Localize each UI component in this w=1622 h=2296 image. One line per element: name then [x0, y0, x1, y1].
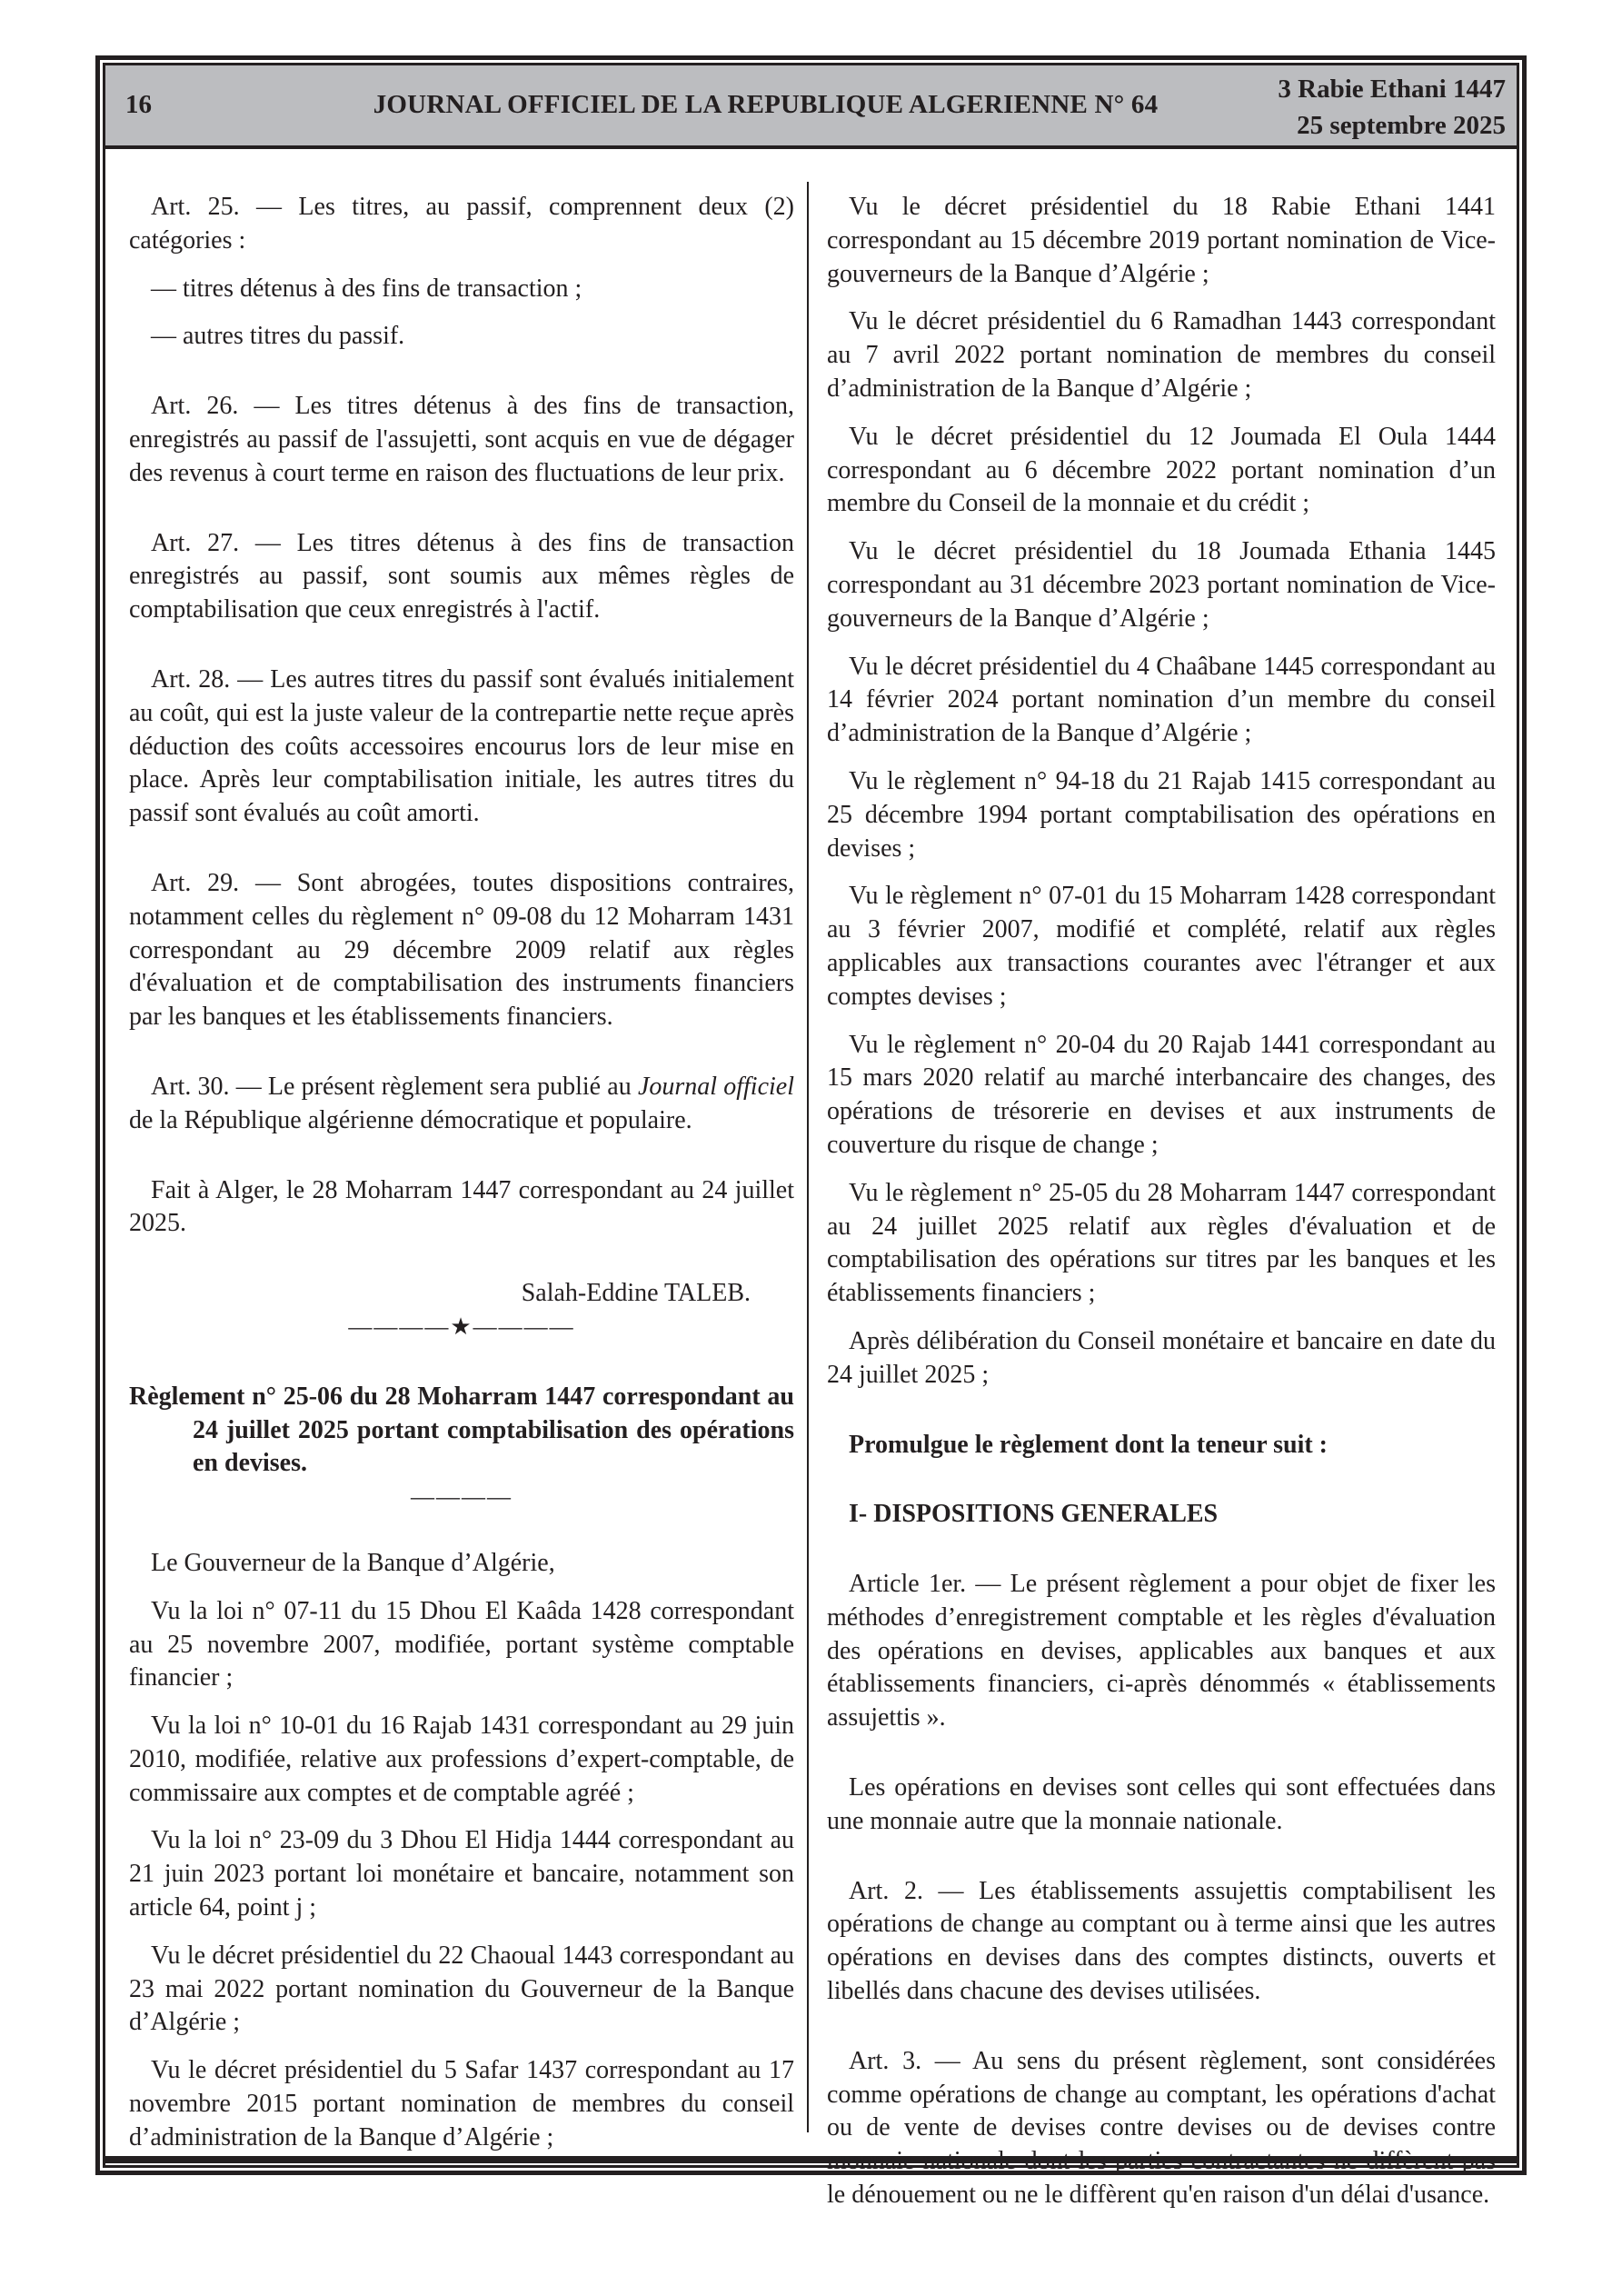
vu-left-4: Vu le décret présidentiel du 22 Chaoual 1443 correspondant au 23 mai 2022 portant nomination du Gouverneur de la Banque d’Algérie ; [129, 1941, 794, 2037]
vu-right-3: Vu le décret présidentiel du 12 Joumada El Oula 1444 correspondant au 6 décembre 2022 portant nomination d’un membre du Conseil de la monnaie et du crédit ; [827, 422, 1496, 518]
vu-right-5: Vu le décret présidentiel du 4 Chaâbane 1445 correspondant au 14 février 2024 portant nomination d’un membre du conseil d’administration de la Banque d’Algérie ; [827, 652, 1496, 748]
vu-left-3: Vu la loi n° 23-09 du 3 Dhou El Hidja 1444 correspondant au 21 juin 2023 portant loi monétaire et bancaire, notamment son article 64, point j ; [129, 1826, 794, 1922]
column-divider [807, 182, 809, 2132]
vu-right-6: Vu le règlement n° 94-18 du 21 Rajab 1415 correspondant au 25 décembre 1994 portant comptabilisation des opérations en devises ; [827, 766, 1496, 863]
separator-short: ———— [411, 1483, 512, 1511]
signature: Salah-Eddine TALEB. [521, 1279, 751, 1308]
vu-left-2: Vu la loi n° 10-01 du 16 Rajab 1431 correspondant au 29 juin 2010, modifiée, relative aux professions d’expert-comptable, de commissaire aux comptes et de comptable agréé ; [129, 1712, 794, 1807]
vu-left-5: Vu le décret présidentiel du 5 Safar 1437 correspondant au 17 novembre 2015 portant nomination de membres du conseil d’administration de la Banque d’Algérie ; [129, 2056, 794, 2151]
vu-right-7: Vu le règlement n° 07-01 du 15 Moharram 1428 correspondant au 3 février 2007, modifié et complété, relatif aux règles applicables aux transactions courantes avec l'étranger et aux comptes devises ; [827, 882, 1496, 1011]
hijri-date: 3 Rabie Ethani 1447 [1278, 75, 1506, 104]
journal-title: JOURNAL OFFICIEL DE LA REPUBLIQUE ALGERIENNE N° 64 [373, 90, 1159, 119]
vu-right-1: Vu le décret présidentiel du 18 Rabie Ethani 1441 correspondant au 15 décembre 2019 portant nomination de Vice-gouverneurs de la Banque d’Algérie ; [827, 193, 1496, 288]
article-27: Art. 27. — Les titres détenus à des fins de transaction enregistrés au passif, sont soumis aux mêmes règles de comptabilisation que ceux enregistrés à l'actif. [129, 528, 794, 624]
article-1: Article 1er. — Le présent règlement a pour objet de fixer les méthodes d’enregistrement comptable et les règles d'évaluation des opérations en devises, applicables aux banques et aux établissements financiers, ci-après dénommés « établissements assujettis ». [827, 1570, 1496, 1732]
article-29: Art. 29. — Sont abrogées, toutes dispositions contraires, notamment celles du règlement n° 09-08 du 12 Moharram 1431 correspondant au 29 décembre 2009 relatif aux règles d'évaluation et de comptabilisation des instruments financiers par les banques et les établissements financiers. [129, 868, 794, 1032]
vu-right-9: Vu le règlement n° 25-05 du 28 Moharram 1447 correspondant au 24 juillet 2025 relatif aux règles d'évaluation et de comptabilisation des opérations sur titres par les banques et les établissements financiers ; [827, 1178, 1496, 1308]
article-3: Art. 3. — Au sens du présent règlement, sont considérées comme opérations de change au comptant, les opérations d'achat ou de vente de devises contre devises ou de devises contre monnaie nationale dont les parties contractantes ne diffèrent pas le dénouement ou ne le diffèrent qu'en raison d'un délai d'usance. [827, 2046, 1496, 2210]
left-column [129, 191, 794, 2155]
article-2: Art. 2. — Les établissements assujettis comptabilisent les opérations de change au comptant ou à terme ainsi que les autres opérations en devises dans des comptes distincts, ouverts et libellés dans chacune des devises utilisées. [827, 1876, 1496, 2006]
article-28: Art. 28. — Les autres titres du passif sont évalués initialement au coût, qui est la juste valeur de la contrepartie nette reçue après déduction des coûts accessoires encourus lors de leur mise en place. Après leur comptabilisation initiale, les autres titres du passif sont évalués au coût amorti. [129, 664, 794, 828]
apres-deliberation: Après délibération du Conseil monétaire et bancaire en date du 24 juillet 2025 ; [827, 1326, 1496, 1389]
art25-item-2: — autres titres du passif. [151, 322, 405, 351]
fait-a-alger: Fait à Alger, le 28 Moharram 1447 correspondant au 24 juillet 2025. [129, 1175, 794, 1238]
section-heading: I- DISPOSITIONS GENERALES [849, 1500, 1219, 1529]
promulgue-heading: Promulgue le règlement dont la teneur suit : [849, 1430, 1328, 1459]
gregorian-date: 25 septembre 2025 [1297, 111, 1506, 140]
journal-header [105, 65, 1517, 149]
article-30: Art. 30. — Le présent règlement sera publié au Journal officiel de la République algérienne démocratique et populaire. [129, 1072, 794, 1134]
article-25: Art. 25. — Les titres, au passif, comprennent deux (2) catégories : [129, 193, 794, 255]
journal-officiel-italic: Journal officiel [637, 1072, 794, 1101]
article-1-paragraph-2: Les opérations en devises sont celles qui sont effectuées dans une monnaie autre que la monnaie nationale. [827, 1773, 1496, 1835]
reglement-title: Règlement n° 25-06 du 28 Moharram 1447 correspondant au 24 juillet 2025 portant comptabilisation des opérations en devises. [129, 1382, 794, 1478]
issue-date [1278, 71, 1506, 144]
right-column [827, 191, 1496, 2212]
vu-right-2: Vu le décret présidentiel du 6 Ramadhan 1443 correspondant au 7 avril 2022 portant nomination de membres du conseil d’administration de la Banque d’Algérie ; [827, 307, 1496, 403]
vu-right-8: Vu le règlement n° 20-04 du 20 Rajab 1441 correspondant au 15 mars 2020 relatif au marché interbancaire des changes, des opérations de trésorerie en devises et aux instruments de couverture du risque de change ; [827, 1030, 1496, 1159]
separator-star: ————★———— [348, 1313, 575, 1340]
art25-item-1: — titres détenus à des fins de transaction ; [151, 274, 582, 303]
page-number: 16 [125, 90, 152, 119]
article-26: Art. 26. — Les titres détenus à des fins de transaction, enregistrés au passif de l'assujetti, sont acquis en vue de dégager des revenus à court terme en raison des fluctuations de leur prix. [129, 392, 794, 487]
gouverneur-line: Le Gouverneur de la Banque d’Algérie, [151, 1548, 555, 1577]
vu-left-1: Vu la loi n° 07-11 du 15 Dhou El Kaâda 1428 correspondant au 25 novembre 2007, modifiée, portant système comptable financier ; [129, 1596, 794, 1692]
vu-right-4: Vu le décret présidentiel du 18 Joumada Ethania 1445 correspondant au 31 décembre 2023 portant nomination de Vice-gouverneurs de la Banque d’Algérie ; [827, 537, 1496, 633]
